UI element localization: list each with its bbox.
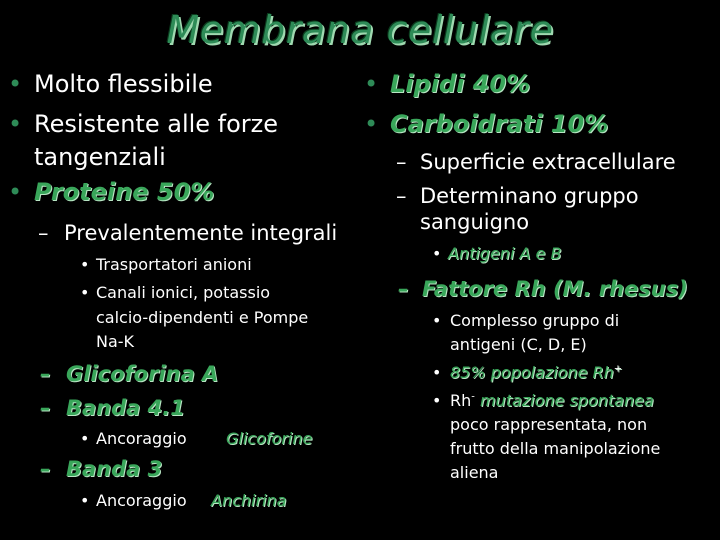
bullet-marker: •: [364, 110, 379, 138]
rh-plus-sup: +: [613, 363, 623, 375]
sub-85-text: 85% popolazione Rh: [450, 363, 614, 382]
right-item-lipidi: Lipidi 40%: [390, 70, 531, 98]
sub-superficie: Superficie extracellulare: [420, 150, 676, 174]
sub-determinano-2: sanguigno: [420, 210, 530, 234]
bullet-marker: •: [80, 283, 90, 302]
term-anchirina: Anchirina: [211, 491, 287, 510]
bullet-marker: •: [8, 178, 23, 206]
bullet-marker: •: [8, 110, 23, 138]
sub-prevalentemente: Prevalentemente integrali: [64, 221, 338, 245]
bullet-marker: •: [432, 363, 442, 382]
left-item-resistente: Resistente alle forze: [34, 110, 279, 138]
sub-ancoraggio-1: Ancoraggio: [96, 429, 187, 448]
dash-marker: –: [40, 362, 51, 386]
dash-marker: –: [398, 277, 409, 301]
term-glicoforine: Glicoforine: [226, 429, 313, 448]
sub-rh-line3: frutto della manipolazione: [450, 439, 661, 458]
sub-complesso-2: antigeni (C, D, E): [450, 335, 587, 354]
rh-term: Rh: [450, 391, 472, 410]
bullet-marker: •: [364, 70, 379, 98]
sub-complesso-1: Complesso gruppo di: [450, 311, 620, 330]
sub-banda41: Banda 4.1: [66, 396, 185, 420]
sub-rh-line4: aliena: [450, 463, 499, 482]
sub-glicoforina: Glicoforina A: [66, 362, 219, 386]
sub-canali-1: Canali ionici, potassio: [96, 283, 271, 302]
sub-85-popolazione: [450, 363, 622, 382]
dash-marker: –: [396, 150, 407, 174]
left-item-flessibile: Molto flessibile: [34, 70, 213, 98]
bullet-marker: •: [80, 491, 90, 510]
bullet-marker: •: [432, 311, 442, 330]
sub-banda3: Banda 3: [66, 457, 163, 481]
bullet-marker: •: [432, 244, 442, 263]
sub-canali-3: Na-K: [96, 332, 135, 351]
sub-determinano-1: Determinano gruppo: [420, 184, 639, 208]
sub-canali-2: calcio-dipendenti e Pompe: [96, 308, 309, 327]
sub-fattore-rh: Fattore Rh (M. rhesus): [422, 277, 688, 301]
dash-marker: –: [396, 184, 407, 208]
dash-marker: –: [40, 396, 51, 420]
dash-marker: –: [38, 221, 49, 245]
sub-ancoraggio-2: Ancoraggio: [96, 491, 187, 510]
bullet-marker: •: [432, 391, 442, 410]
left-item-resistente-cont: tangenziali: [34, 143, 166, 171]
sub-antigeni: Antigeni A e B: [448, 244, 562, 263]
bullet-marker: •: [8, 70, 23, 98]
sub-rh-line2: poco rappresentata, non: [450, 415, 648, 434]
left-item-proteine: Proteine 50%: [34, 178, 215, 206]
bullet-marker: •: [80, 255, 90, 274]
rh-minus-sup: -: [471, 391, 475, 403]
dash-marker: –: [40, 457, 51, 481]
right-item-carboidrati: Carboidrati 10%: [390, 110, 609, 138]
sub-trasportatori: Trasportatori anioni: [96, 255, 252, 274]
mutazione-spontanea: mutazione spontanea: [474, 391, 654, 410]
bullet-marker: •: [80, 429, 90, 448]
sub-rh-negativo: [450, 391, 654, 410]
slide-title: Membrana cellulare: [166, 8, 554, 52]
